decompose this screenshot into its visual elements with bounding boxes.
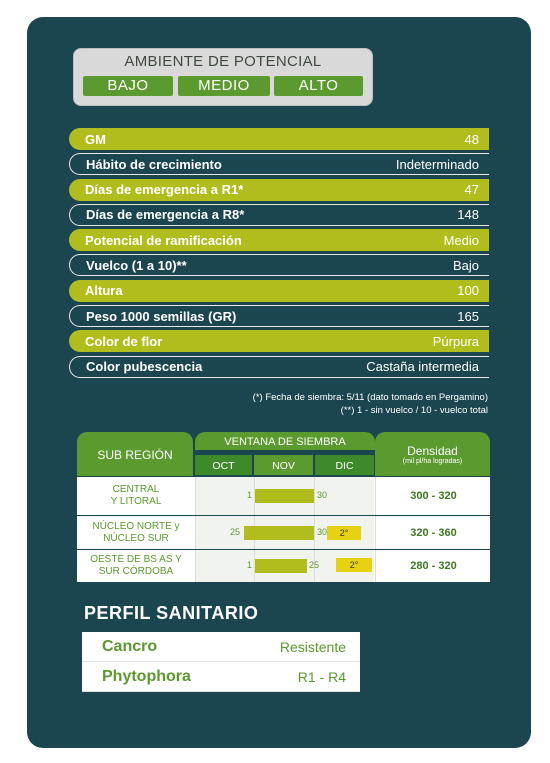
- footnote-lodging: (**) 1 - sin vuelco / 10 - vuelco total: [340, 405, 488, 416]
- disease-status: Resistente: [279, 638, 346, 655]
- sowing-window-bar: [255, 489, 314, 503]
- ambiente-selector: [73, 48, 373, 106]
- ambiente-alto-button[interactable]: ALTO: [274, 76, 363, 96]
- trait-value: Indeterminado: [395, 156, 479, 172]
- sowing-window-bar: [244, 526, 314, 540]
- region-name: OESTE DE BS AS Y SUR CÓRDOBA: [90, 554, 182, 577]
- trait-row: [69, 229, 489, 251]
- header-region: SUB REGIÓN: [77, 432, 193, 476]
- window-end: 30: [317, 527, 328, 537]
- sanitary-item: [82, 632, 360, 662]
- trait-row: [69, 204, 489, 226]
- trait-row: [69, 356, 489, 378]
- trait-value: 165: [457, 308, 479, 324]
- sanitary-profile-title: PERFIL SANITARIO: [84, 603, 259, 623]
- density-value: 280 - 320: [375, 550, 491, 582]
- disease-status: R1 - R4: [297, 668, 346, 685]
- ambiente-bajo-button[interactable]: BAJO: [83, 76, 173, 96]
- region-cell: [77, 516, 196, 549]
- trait-row: [69, 128, 489, 150]
- divider: [314, 516, 315, 549]
- trait-value: 148: [457, 207, 479, 223]
- table-row: [77, 477, 490, 516]
- trait-label: Vuelco (1 a 10)**: [86, 257, 187, 273]
- trait-row: [69, 254, 489, 276]
- calendar-cell: [196, 516, 374, 549]
- trait-label: GM: [85, 131, 106, 147]
- ambiente-title: AMBIENTE DE POTENCIAL: [124, 53, 322, 70]
- divider: [314, 477, 315, 515]
- window-end: 25: [309, 560, 320, 570]
- trait-label: Días de emergencia a R1*: [85, 182, 244, 198]
- region-cell: [77, 477, 196, 515]
- second-window-bar: 2°: [327, 526, 361, 540]
- trait-row: [69, 305, 489, 327]
- trait-label: Potencial de ramificación: [85, 232, 242, 248]
- header-density: [375, 432, 490, 476]
- second-window-bar: 2°: [336, 558, 372, 572]
- trait-value: 47: [464, 182, 479, 198]
- trait-label: Color de flor: [85, 333, 163, 349]
- window-start: 1: [247, 560, 253, 570]
- trait-row: [69, 153, 489, 175]
- header-month-nov: NOV: [254, 455, 313, 475]
- header-month-oct: OCT: [195, 455, 252, 475]
- trait-label: Hábito de crecimiento: [86, 156, 222, 172]
- footnote-sowing-date: (*) Fecha de siembra: 5/11 (dato tomado en Pergamino): [252, 392, 488, 403]
- trait-label: Altura: [85, 283, 123, 299]
- density-value: 300 - 320: [375, 477, 491, 515]
- sanitary-item: [82, 662, 360, 692]
- trait-value: Castaña intermedia: [366, 359, 479, 375]
- trait-list: [69, 128, 489, 381]
- trait-label: Días de emergencia a R8*: [86, 207, 245, 223]
- header-month-dic: DIC: [315, 455, 374, 475]
- ambiente-medio-button[interactable]: MEDIO: [178, 76, 270, 96]
- calendar-cell: [196, 550, 374, 582]
- region-name: CENTRAL Y LITORAL: [110, 484, 162, 507]
- window-start: 1: [247, 490, 253, 500]
- region-cell: [77, 550, 196, 582]
- window-end: 30: [317, 490, 328, 500]
- calendar-cell: [196, 477, 374, 515]
- trait-row: [69, 179, 489, 201]
- window-start: 25: [230, 527, 241, 537]
- trait-label: Color pubescencia: [86, 359, 203, 375]
- trait-value: 48: [464, 131, 479, 147]
- sanitary-profile-list: [82, 632, 360, 692]
- trait-row: [69, 330, 489, 352]
- table-row: [77, 516, 490, 550]
- header-density-sub: (mil pl/ha logradas): [402, 458, 463, 465]
- header-density-title: Densidad: [407, 444, 458, 458]
- trait-label: Peso 1000 semillas (GR): [86, 308, 237, 324]
- density-value: 320 - 360: [375, 516, 491, 549]
- disease-name: Phytophora: [102, 667, 191, 685]
- trait-value: Púrpura: [432, 333, 479, 349]
- sowing-window-bar: [255, 559, 307, 573]
- disease-name: Cancro: [102, 637, 158, 655]
- region-name: NÚCLEO NORTE y NÚCLEO SUR: [92, 520, 180, 544]
- trait-value: Medio: [443, 232, 479, 248]
- header-window: VENTANA DE SIEMBRA: [195, 432, 375, 450]
- trait-value: 100: [457, 283, 479, 299]
- table-row: [77, 550, 490, 583]
- trait-row: [69, 280, 489, 302]
- trait-value: Bajo: [452, 257, 479, 273]
- sowing-table: [77, 432, 490, 582]
